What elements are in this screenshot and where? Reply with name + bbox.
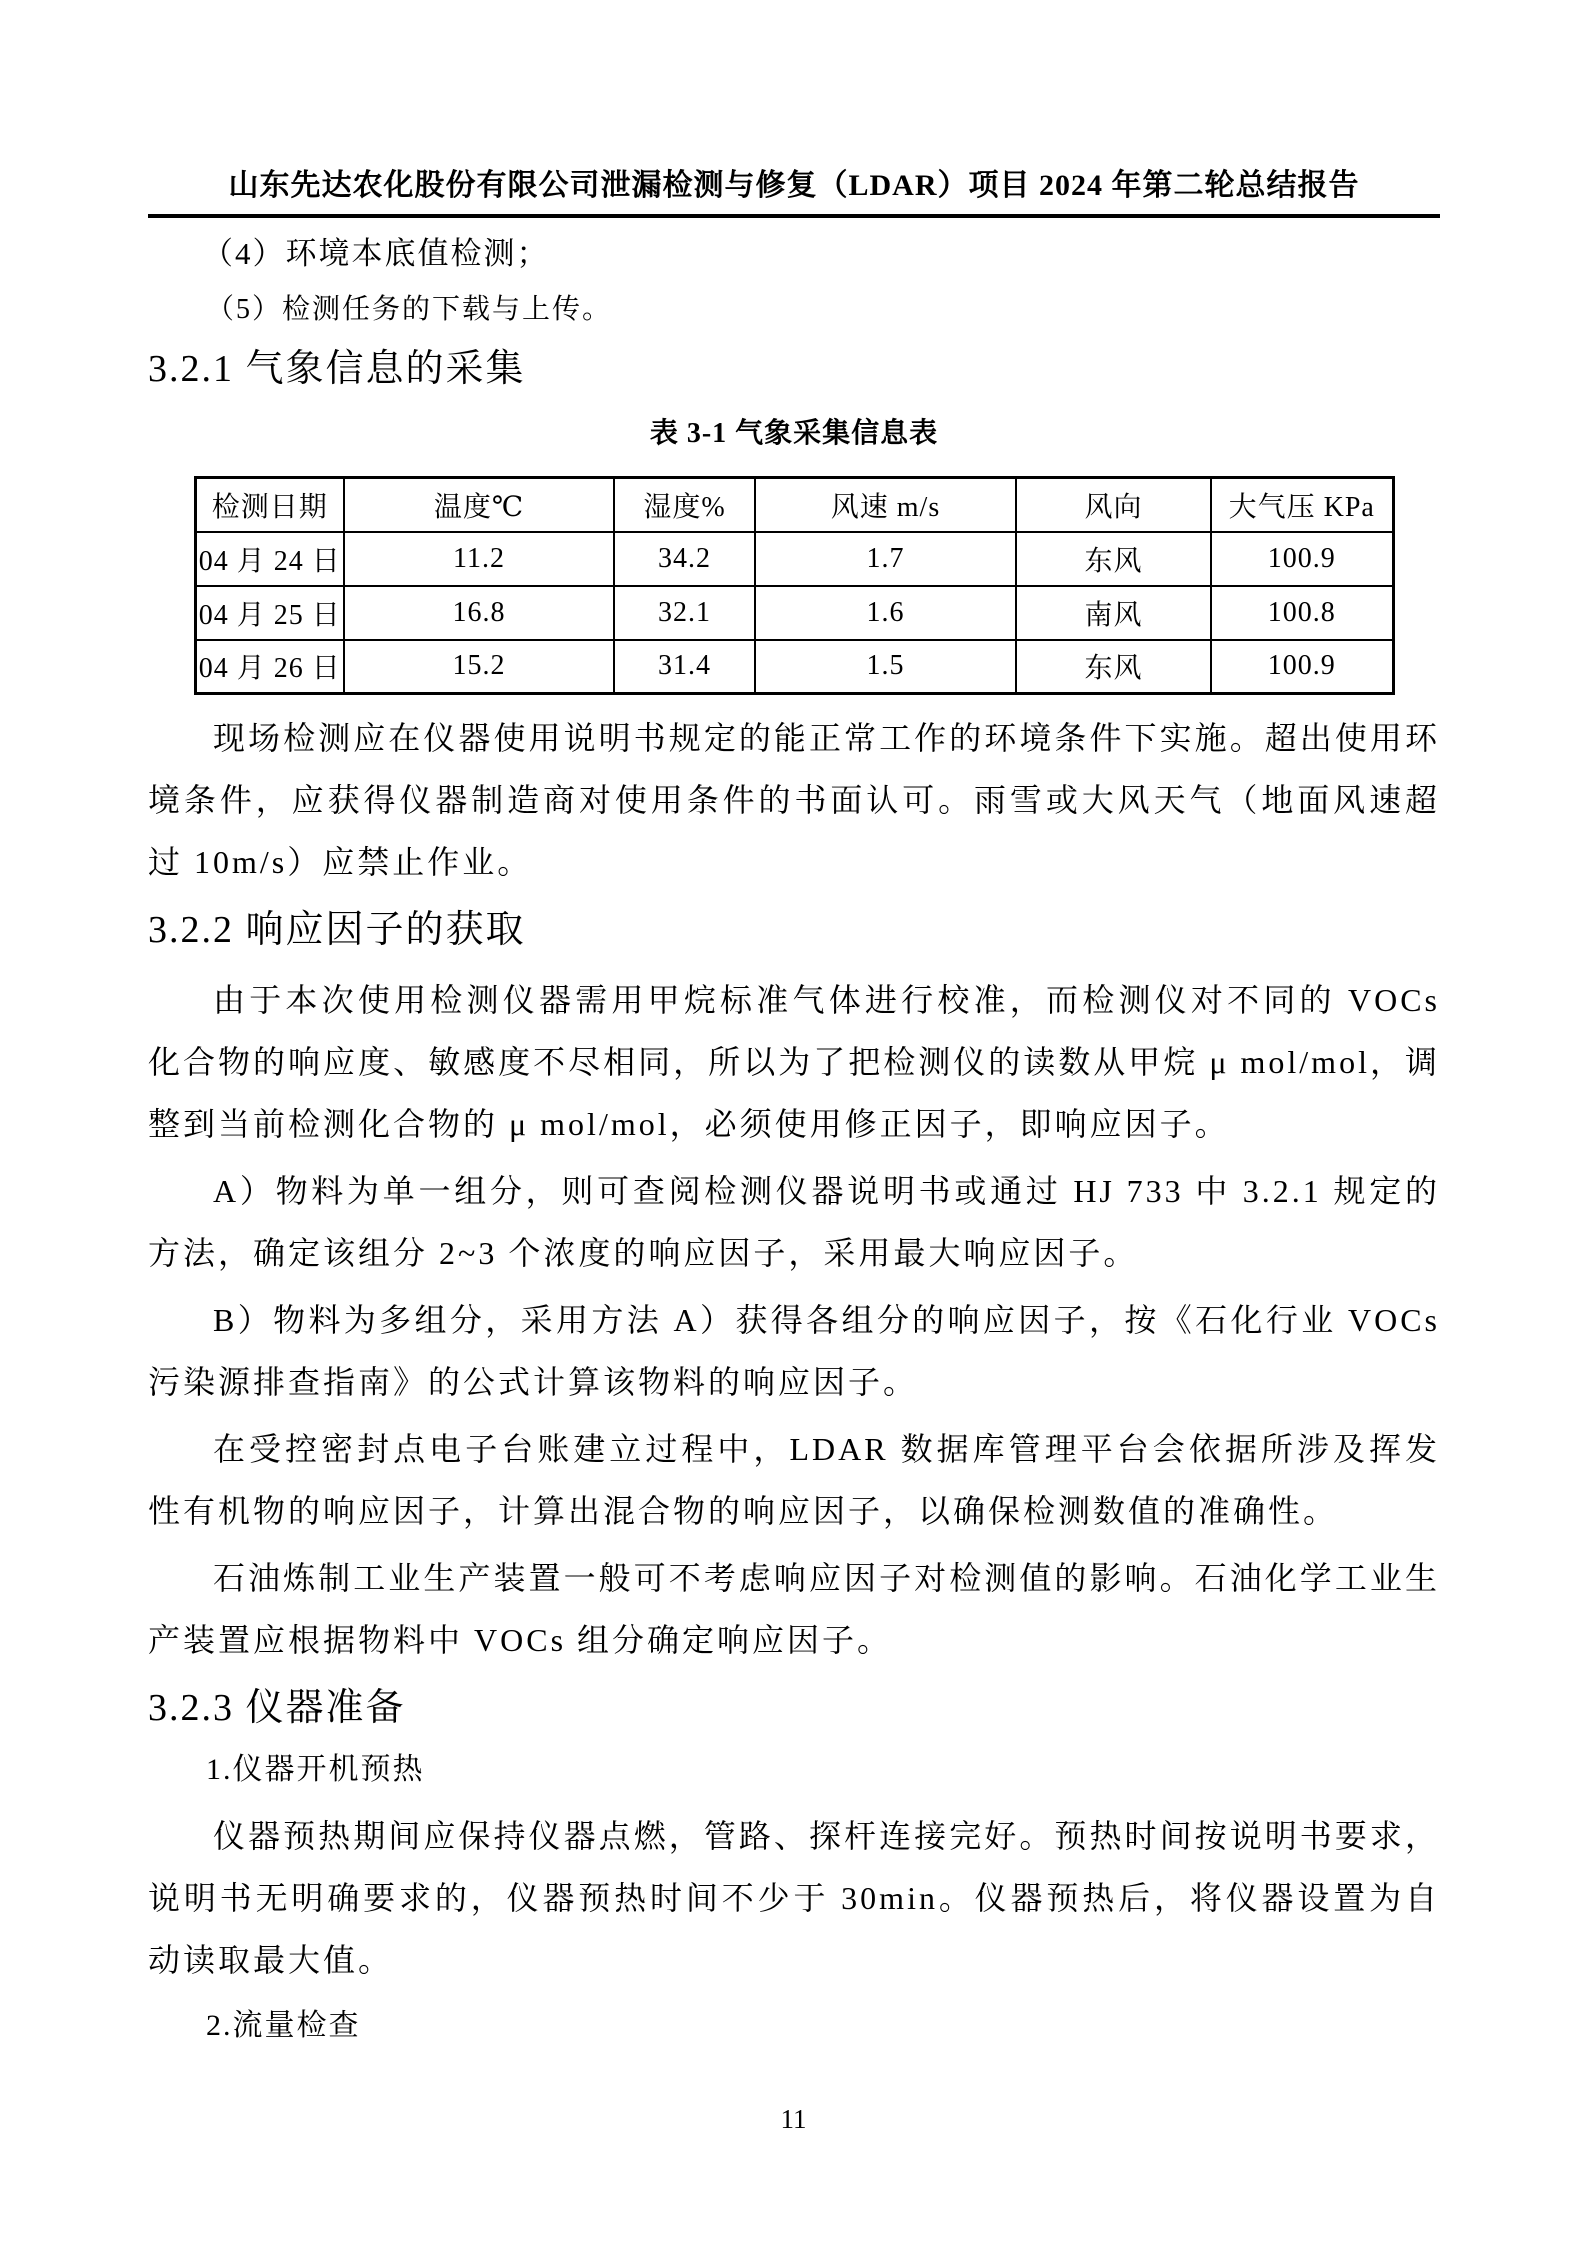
table-header-cell: 温度℃: [344, 478, 614, 532]
list-item-5: （5）检测任务的下载与上传。: [206, 294, 613, 325]
table-cell: 100.9: [1211, 532, 1393, 586]
paragraph-ldar-database: 在受控密封点电子台账建立过程中，LDAR 数据库管理平台会依据所涉及挥发性有机物的响应因子，计算出混合物的响应因子，以确保检测数值的准确性。: [148, 1431, 1440, 1529]
table-header-cell: 大气压 KPa: [1211, 478, 1393, 532]
table-cell: 31.4: [614, 640, 755, 694]
table-header-cell: 风速 m/s: [755, 478, 1016, 532]
weather-table: [194, 476, 1395, 695]
page-number: 11: [780, 2104, 807, 2134]
header-rule: [148, 214, 1440, 218]
table-cell: 100.8: [1211, 586, 1393, 640]
table-row: [195, 532, 1393, 586]
table-cell: 1.6: [755, 586, 1016, 640]
table-caption: 表 3-1 气象采集信息表: [649, 418, 939, 449]
table-header-cell: 风向: [1016, 478, 1211, 532]
paragraph-warmup-detail: 仪器预热期间应保持仪器点燃，管路、探杆连接完好。预热时间按说明书要求，说明书无明确要求的，仪器预热时间不少于 30min。仪器预热后，将仪器设置为自动读取最大值。: [148, 1818, 1440, 1978]
paragraph-method-b: B）物料为多组分，采用方法 A）获得各组分的响应因子，按《石化行业 VOCs 污染源排查指南》的公式计算该物料的响应因子。: [148, 1302, 1440, 1400]
table-cell: 南风: [1016, 586, 1211, 640]
header-title: 山东先达农化股份有限公司泄漏检测与修复（LDAR）项目 2024 年第二轮总结报告: [228, 169, 1360, 202]
section-heading-321: 3.2.1 气象信息的采集: [148, 348, 526, 390]
table-cell: 东风: [1016, 532, 1211, 586]
table-cell: 32.1: [614, 586, 755, 640]
section-heading-323: 3.2.3 仪器准备: [148, 1687, 406, 1729]
table-header-cell: 湿度%: [614, 478, 755, 532]
sub-item-flow-check: 2.流量检查: [206, 2009, 361, 2042]
table-cell: 1.7: [755, 532, 1016, 586]
paragraph-field-conditions: 现场检测应在仪器使用说明书规定的能正常工作的环境条件下实施。超出使用环境条件，应获得仪器制造商对使用条件的书面认可。雨雪或大风天气（地面风速超过 10m/s）应禁止作业。: [148, 720, 1440, 880]
table-cell: 04 月 26 日: [195, 640, 344, 694]
table-row: [195, 586, 1393, 640]
paragraph-method-a: A）物料为单一组分，则可查阅检测仪器说明书或通过 HJ 733 中 3.2.1 规定的方法，确定该组分 2~3 个浓度的响应因子，采用最大响应因子。: [148, 1173, 1440, 1271]
table-cell: 04 月 24 日: [195, 532, 344, 586]
paragraph-petro-industry: 石油炼制工业生产装置一般可不考虑响应因子对检测值的影响。石油化学工业生产装置应根据物料中 VOCs 组分确定响应因子。: [148, 1560, 1440, 1658]
table-cell: 04 月 25 日: [195, 586, 344, 640]
list-item-4: （4）环境本底值检测；: [202, 236, 550, 271]
section-heading-322: 3.2.2 响应因子的获取: [148, 909, 526, 951]
table-cell: 东风: [1016, 640, 1211, 694]
paragraph-response-factor-intro: 由于本次使用检测仪器需用甲烷标准气体进行校准，而检测仪对不同的 VOCs 化合物的响应度、敏感度不尽相同，所以为了把检测仪的读数从甲烷 μ mol/mol，调整到当前检测化合物的 μ mol/mol，必须使用修正因子，即响应因子。: [148, 982, 1440, 1142]
table-cell: 16.8: [344, 586, 614, 640]
table-cell: 100.9: [1211, 640, 1393, 694]
table-header-cell: 检测日期: [195, 478, 344, 532]
table-header-row: [195, 478, 1393, 532]
table-cell: 11.2: [344, 532, 614, 586]
table-cell: 1.5: [755, 640, 1016, 694]
table-row: [195, 640, 1393, 694]
table-cell: 15.2: [344, 640, 614, 694]
table-cell: 34.2: [614, 532, 755, 586]
sub-item-warmup: 1.仪器开机预热: [206, 1753, 425, 1786]
